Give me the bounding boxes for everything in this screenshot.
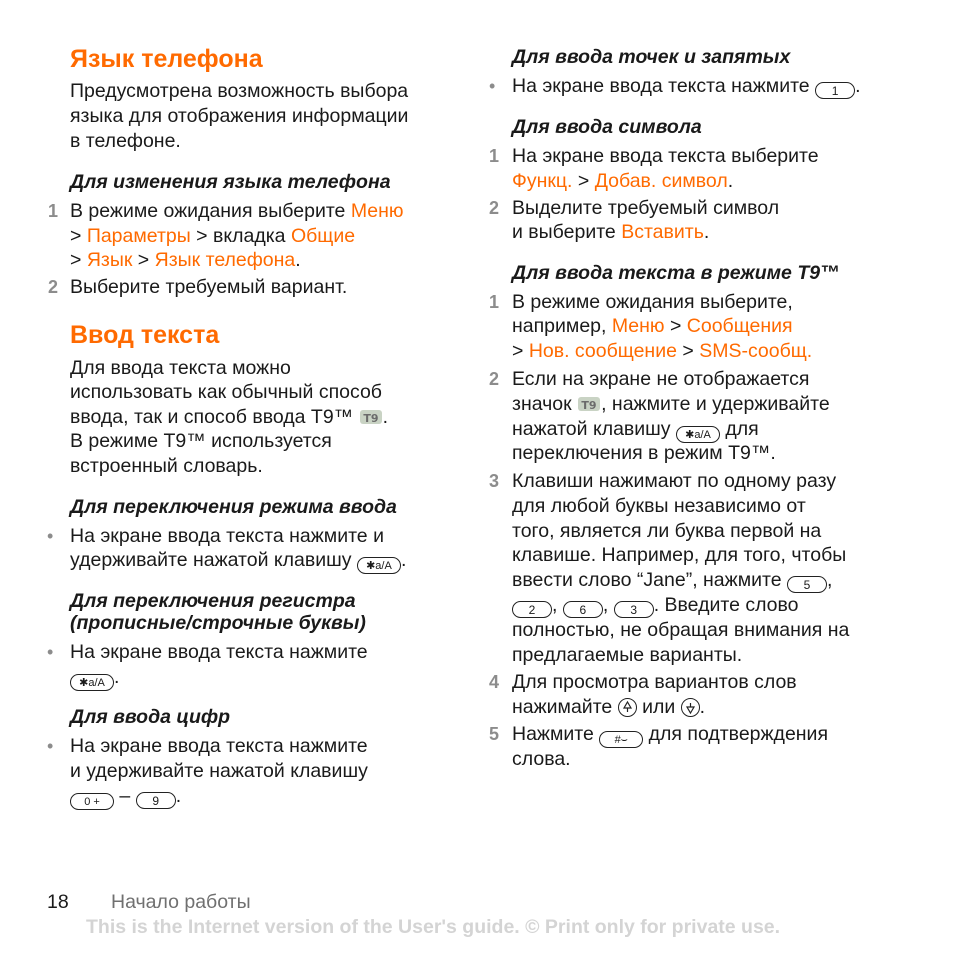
step-line: для любой буквы независимо от [512,495,806,517]
t9-icon [577,395,601,413]
bullet-text: На экране ввода текста нажмите [512,75,816,97]
subheading-switch-mode: Для переключения режима ввода [70,496,397,518]
bullet-line: На экране ввода текста нажмите и [70,525,384,547]
bullet-text: . [400,549,407,571]
two-key-icon: 2 [512,601,552,618]
step-text: . Введите слово [653,594,799,616]
step-number: 5 [489,724,500,744]
subheading-punctuation: Для ввода точек и запятых [512,46,791,68]
menu-link-sms[interactable]: SMS-сообщ. [699,340,813,362]
menu-link-phone-language[interactable]: Язык телефона [154,249,296,271]
step-text: , нажмите и удерживайте [601,393,830,415]
one-key-icon: 1 [815,82,855,99]
paragraph-line: использовать как обычный способ [70,381,382,403]
section-title-text-input: Ввод текста [70,321,220,349]
footer-copyright-note: This is the Internet version of the User's guide. © Print only for private use. [86,916,781,938]
star-key-icon: ✱a/A [70,674,114,691]
path-separator: > [512,340,529,362]
menu-link-menu[interactable]: Меню [611,315,665,337]
menu-link-language[interactable]: Язык [86,249,133,271]
step-line [512,722,828,748]
paragraph-line: Предусмотрена возможность выбора [70,80,409,102]
step-line: слова. [512,748,571,770]
svg-text:T9: T9 [581,399,597,412]
bullet-text: . [855,75,861,97]
subheading-symbol: Для ввода символа [512,116,702,138]
step-text: для [719,418,759,440]
bullet-line [70,784,181,810]
subheading-t9: Для ввода текста в режиме T9™ [512,262,840,284]
bullet: • [489,76,496,96]
path-separator: > [676,340,700,362]
step-number: 4 [489,672,500,692]
paragraph-line: Для ввода текста можно [70,357,291,379]
step-text: В режиме ожидания выберите [70,200,351,222]
menu-link-messages[interactable]: Сообщения [686,315,793,337]
t9-icon [359,408,383,426]
step-text: . [295,249,301,271]
bullet-line: На экране ввода текста нажмите [70,641,368,663]
step-line [512,314,793,338]
step-number: 1 [489,292,500,312]
bullet: • [47,642,54,662]
subheading-change-language: Для изменения языка телефона [70,171,391,193]
step-line [512,220,709,244]
step-number: 1 [489,146,500,166]
footer-section-title: Начало работы [111,891,251,913]
paragraph-line: встроенный словарь. [70,455,263,477]
star-key-icon: ✱a/A [357,557,401,574]
step-line: В режиме ожидания выберите, [512,291,793,313]
step-text: . [703,221,710,243]
step-line: клавише. Например, для того, чтобы [512,544,847,566]
step-line [512,417,759,443]
step-line [70,199,404,223]
step-line: Для просмотра вариантов слов [512,671,797,693]
bullet-text: . [175,785,182,807]
step-line: Выделите требуемый символ [512,197,780,219]
bullet-line: На экране ввода текста нажмите [70,735,368,757]
step-line: Если на экране не отображается [512,368,810,390]
page-number: 18 [47,891,69,913]
menu-link-menu[interactable]: Меню [350,200,404,222]
step-line: полностью, не обращая внимания на [512,619,850,641]
step-number: 2 [489,198,500,218]
subheading-switch-case: (прописные/строчные буквы) [70,612,366,634]
step-text: и выберите [512,221,622,243]
menu-link-functions[interactable]: Функц. [512,170,573,192]
step-text: например, [512,315,612,337]
step-text: нажатой клавишу [512,418,676,440]
step-text: , [602,594,614,616]
path-separator: > [132,249,155,271]
step-line: того, является ли буква первой на [512,520,822,542]
menu-link-add-symbol[interactable]: Добав. символ [594,170,728,192]
step-line: Выберите требуемый вариант. [70,276,348,298]
step-line [70,248,301,272]
subheading-switch-case: Для переключения регистра [70,590,356,612]
hash-key-icon: #⌣ [599,731,643,748]
bullet-text: . [114,666,120,688]
step-text: для подтверждения [643,723,829,745]
step-line [70,224,355,248]
step-text: ввести слово “Jane”, нажмите [512,569,787,591]
six-key-icon: 6 [563,601,603,618]
step-text: , [826,569,833,591]
subheading-digits: Для ввода цифр [70,706,231,728]
menu-link-settings[interactable]: Параметры [86,225,191,247]
path-separator: > [70,249,87,271]
step-text: > вкладка [190,225,291,247]
menu-link-insert[interactable]: Вставить [621,221,704,243]
bullet-text: удерживайте нажатой клавишу [70,549,357,571]
step-text: , [552,594,563,616]
paragraph-line [70,405,388,429]
five-key-icon: 5 [787,576,827,593]
step-number: 3 [489,471,500,491]
step-text: . [727,170,734,192]
path-separator: > [70,225,87,247]
step-line: предлагаемые варианты. [512,644,743,666]
bullet-line: и удерживайте нажатой клавишу [70,760,368,782]
star-key-icon: ✱a/A [676,426,720,443]
nav-up-key-icon [618,698,637,717]
menu-link-new-message[interactable]: Нов. сообщение [528,340,677,362]
nine-key-icon: 9 [136,792,176,809]
step-text: или [636,696,681,718]
menu-link-general[interactable]: Общие [290,225,356,247]
bullet-line [70,665,119,691]
step-number: 1 [48,201,59,221]
paragraph-line: В режиме T9™ используется [70,430,332,452]
step-text: значок [512,393,578,415]
step-line [512,392,830,416]
step-text: нажимайте [512,696,618,718]
path-separator: > [664,315,687,337]
nav-down-key-icon [681,698,700,717]
bullet: • [47,526,54,546]
svg-text:T9: T9 [363,412,379,425]
step-text: . [699,696,706,718]
paragraph-text: ввода, так и способ ввода T9™ [70,406,354,428]
step-line [512,593,799,618]
bullet-line [512,74,861,99]
path-separator: > [572,170,595,192]
step-line: Клавиши нажимают по одному разу [512,470,837,492]
step-number: 2 [48,277,59,297]
step-text: Нажмите [512,723,600,745]
paragraph-line: в телефоне. [70,130,181,152]
step-line: На экране ввода текста выберите [512,145,819,167]
step-line [512,169,733,193]
bullet-text: – [114,785,136,807]
step-number: 2 [489,369,500,389]
bullet: • [47,736,54,756]
step-line [512,695,705,719]
step-line [512,339,812,363]
step-line: переключения в режим T9™. [512,442,776,464]
section-title-phone-language: Язык телефона [70,45,263,73]
bullet-line [70,548,406,574]
three-key-icon: 3 [614,601,654,618]
step-line [512,568,832,593]
zero-key-icon: 0 + [70,793,114,810]
paragraph-line: языка для отображения информации [70,105,409,127]
paragraph-text: . [382,406,389,428]
